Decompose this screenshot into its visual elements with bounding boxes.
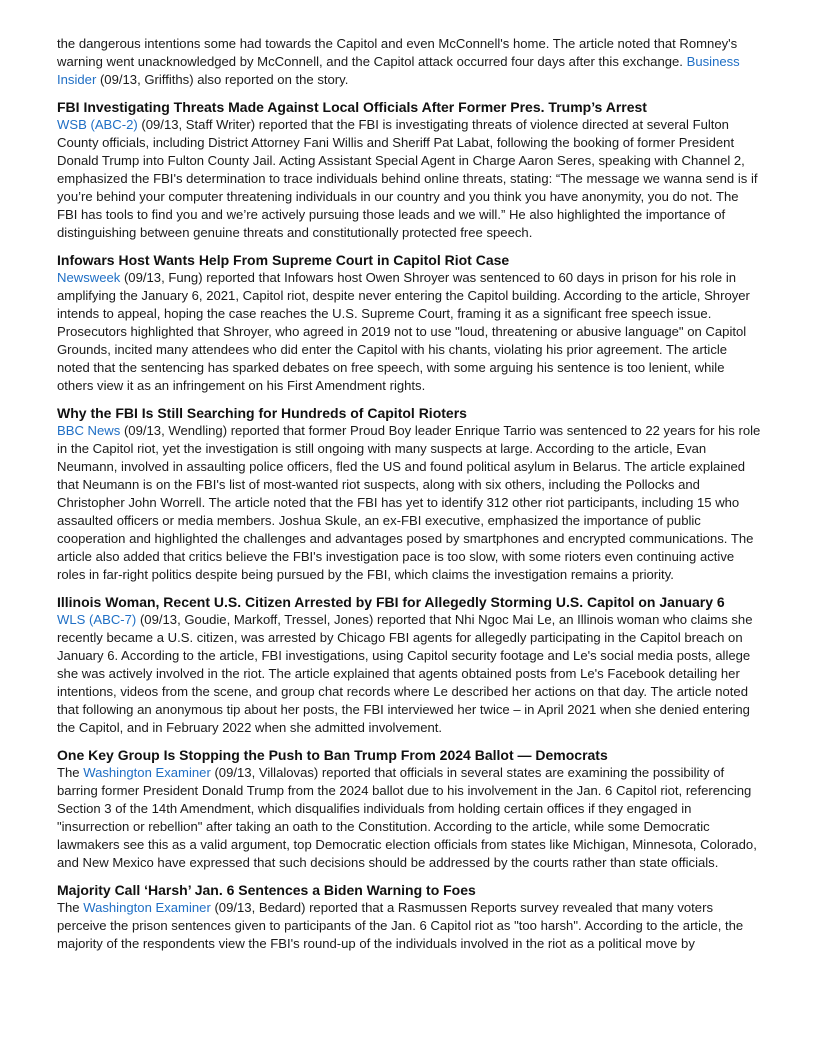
article-2: [57, 404, 761, 584]
article-headline: Infowars Host Wants Help From Supreme Court in Capitol Riot Case: [57, 252, 510, 268]
article-pre-text: The: [57, 765, 84, 780]
article-headline: Illinois Woman, Recent U.S. Citizen Arrested by FBI for Allegedly Storming U.S. Capitol on January 6: [57, 594, 725, 610]
article-body: [57, 116, 761, 242]
article-body: [57, 899, 761, 953]
article-headline: Why the FBI Is Still Searching for Hundreds of Capitol Rioters: [57, 405, 467, 421]
article-source-link[interactable]: Washington Examiner: [83, 900, 211, 915]
article-1: [57, 251, 761, 395]
document-page: [57, 35, 761, 953]
article-headline: FBI Investigating Threats Made Against Local Officials After Former Pres. Trump’s Arrest: [57, 99, 647, 115]
article-source-link[interactable]: Newsweek: [57, 270, 121, 285]
article-body-text: (09/13, Fung) reported that Infowars host Owen Shroyer was sentenced to 60 days in prison for his role in amplifying the January 6, 2021, Capitol riot, despite never entering the Capitol building. According to the article, Shroyer intends to appeal, hoping the case reaches the U.S. Supreme Court, framing it as a significant free speech issue. Prosecutors highlighted that Shroyer, who agreed in 2019 not to use "loud, threatening or abusive language" on Capitol Grounds, incited many attendees who did enter the Capitol with his chants, violating his prior agreement. The article noted that the sentencing has sparked debates on free speech, with some arguing his sentence is too lenient, while others view it as an infringement on his First Amendment rights.: [57, 270, 750, 393]
article-body: [57, 611, 761, 737]
article-body: [57, 764, 761, 872]
article-body-text: (09/13, Villalovas) reported that officials in several states are examining the possibility of barring former President Donald Trump from the 2024 ballot due to his involvement in the Jan. 6 Capitol riot, referencing Section 3 of the 14th Amendment, which disqualifies individuals from holding certain offices if they engaged in "insurrection or rebellion" after taking an oath to the Constitution. According to the article, while some Democratic lawmakers see this as a valid argument, top Democratic election officials from states like Michigan, Minnesota, Colorado, and New Mexico have expressed that such decisions should be addressed by the courts rather than state officials.: [57, 765, 757, 870]
article-4: [57, 746, 761, 872]
article-3: [57, 593, 761, 737]
article-0: [57, 98, 761, 242]
article-source-link[interactable]: Washington Examiner: [83, 765, 211, 780]
article-body-text: (09/13, Staff Writer) reported that the FBI is investigating threats of violence directed at several Fulton County officials, including District Attorney Fani Willis and Sheriff Pat Labat, following the booking of former President Donald Trump into Fulton County Jail. Acting Assistant Special Agent in Charge Aaron Seres, speaking with Channel 2, emphasized the FBI's determination to trace individuals behind online threats, stating: “The message we wanna send is if you’re behind your computer threatening individuals in our country and you think you have anonymity, you do not. The FBI has tools to find you and we’re actively pursuing those leads and we will.” He also highlighted the importance of distinguishing between genuine threats and constitutionally protected free speech.: [57, 117, 758, 240]
article-source-link[interactable]: WSB (ABC-2): [57, 117, 138, 132]
article-source-link[interactable]: WLS (ABC-7): [57, 612, 137, 627]
article-body-text: (09/13, Wendling) reported that former Proud Boy leader Enrique Tarrio was sentenced to 22 years for his role in the Capitol riot, yet the investigation is still ongoing with many suspects at large. According to the article, Evan Neumann, involved in assaulting police officers, fled the US and found political asylum in Belarus. The article explained that Neumann is on the FBI's list of most-wanted riot suspects, along with six others, including the Pollocks and Christopher John Worrell. The article noted that the FBI has yet to identify 312 other riot participants, including 15 who assaulted officers or media members. Joshua Skule, an ex-FBI executive, emphasized the importance of public cooperation and highlighted the challenges and advantages posed by smartphones and encrypted communications. The article also added that critics believe the FBI's investigation pace is too slow, with some rioters even continuing active roles in far-right politics despite being pursued by the FBI, which claims the investigation remains a priority.: [57, 423, 761, 582]
article-pre-text: The: [57, 900, 84, 915]
intro-after-text: (09/13, Griffiths) also reported on the story.: [96, 72, 349, 87]
article-headline: Majority Call ‘Harsh’ Jan. 6 Sentences a Biden Warning to Foes: [57, 882, 476, 898]
article-body-text: (09/13, Goudie, Markoff, Tressel, Jones) reported that Nhi Ngoc Mai Le, an Illinois woman who claims she recently became a U.S. citizen, was arrested by Chicago FBI agents for allegedly participating in the Capitol breach on January 6. According to the article, FBI investigations, using Capitol security footage and Le's social media posts, allege she was actively involved in the riot. The article explained that agents obtained posts from Le's Facebook detailing her intentions, videos from the scene, and group chat records where Le described her actions on that day. The article noted that following an anonymous tip about her posts, the FBI interviewed her twice – in April 2021 when she denied entering the Capitol, and in February 2022 when she admitted involvement.: [57, 612, 753, 735]
intro-paragraph: [57, 35, 761, 89]
article-body: [57, 269, 761, 395]
intro-source-link[interactable]: Business Insider: [57, 54, 740, 87]
article-body-text: (09/13, Bedard) reported that a Rasmussen Reports survey revealed that many voters perceive the prison sentences given to participants of the Jan. 6 Capitol riot as "too harsh". According to the article, the majority of the respondents view the FBI's round-up of the individuals involved in the riot as a political move by: [57, 900, 744, 951]
article-source-link[interactable]: BBC News: [57, 423, 121, 438]
article-body: [57, 422, 761, 584]
intro-text: the dangerous intentions some had towards the Capitol and even McConnell's home. The article noted that Romney's warning went unacknowledged by McConnell, and the Capitol attack occurred four days after this exchange.: [57, 36, 738, 69]
article-headline: One Key Group Is Stopping the Push to Ban Trump From 2024 Ballot — Democrats: [57, 747, 608, 763]
article-5: [57, 881, 761, 953]
